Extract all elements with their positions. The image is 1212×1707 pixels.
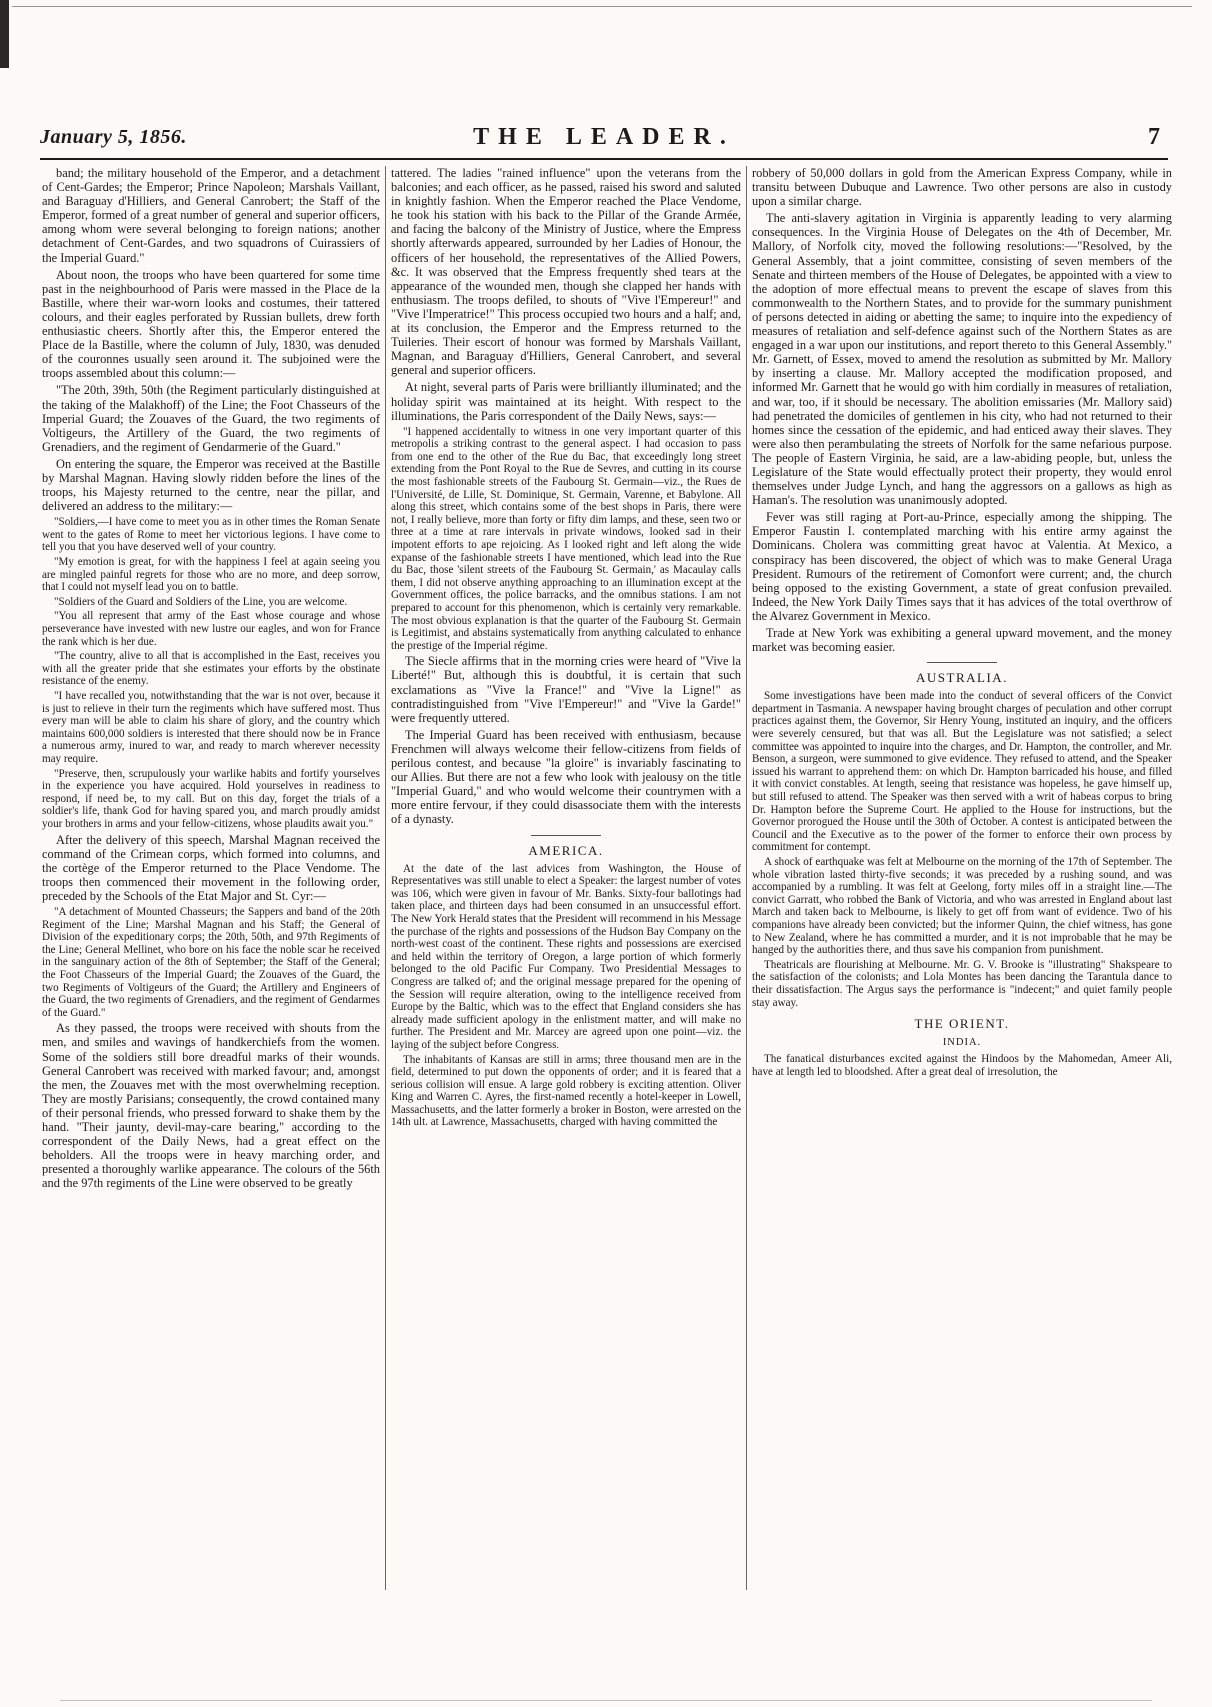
column-1 <box>42 166 380 1590</box>
paragraph: Fever was still raging at Port-au-Prince, especially among the shipping. The Emperor Faustin I. contemplated marching with his entire army against the Dominicans. Cholera was committing great havoc at Valentia. At Mexico, a conspiracy has been discovered, the object of which was to make General Uraga President. Rumours of the retirement of Comonfort were current; and, the church being opposed to the existing Government, a state of great confusion prevailed. Indeed, the New York Daily Times says that it has advices of the total overthrow of the Alvarez Government in Mexico. <box>752 510 1172 623</box>
section-heading: AUSTRALIA. <box>916 670 1008 686</box>
section-heading: AMERICA. <box>528 842 604 858</box>
paragraph: Trade at New York was exhibiting a general upward movement, and the money market was becoming easier. <box>752 626 1172 655</box>
paragraph: About noon, the troops who have been quartered for some time past in the neighbourhood of Paris were massed in the Place de la Bastille, where their war-worn looks and costumes, their tattered colours, and their eagles perforated by Russian bullets, drew forth enthusiastic cheers. Shortly after this, the Emperor entered the Place de la Bastille, where the column of July, 1830, was denuded of the couronnes usually seen around it. The subjoined were the troops assembled about this column:— <box>42 267 380 381</box>
paragraph: "The 20th, 39th, 50th (the Regiment particularly distinguished at the taking of the Malakhoff) of the Line; the Foot Chasseurs of the Imperial Guard; the Zouaves of the Guard, the two regiments of Voltigeurs, the Artillery of the Guard, the two regiments of Grenadiers, and the regiment of Gendarmerie of the Guard." <box>42 383 380 454</box>
small-paragraph: Theatricals are flourishing at Melbourne. Mr. G. V. Brooke is "illustrating" Shakspeare to the satisfaction of the colonists; and Lola Montes has been dancing the Tarantula dance to their dissatisfaction. The Argus says the performance is "indecent;" and quiet family people stay away. <box>752 958 1172 1009</box>
section-subheading: INDIA. <box>942 1037 982 1049</box>
column-divider-1 <box>385 166 386 1590</box>
paragraph: As they passed, the troops were received with shouts from the men, and smiles and wavings of handkerchiefs from the women. Some of the soldiers still bore dreadful marks of their wounds. General Canrobert was received with marked favour; and, amongst the men, the Zouaves met with the most overwhelming reception. They are mostly Parisians; consequently, the crowd contained many of their personal friends, who pressed forward to shake them by the hand. "Their jaunty, devil-may-care bearing," according to the correspondent of the Daily News, had a great effect on the beholders. All the troops were in heavy marching order, and presented a thoroughly warlike appearance. The colours of the 56th and the 97th regiments of the Line were observed to be greatly <box>42 1021 380 1191</box>
paragraph: The anti-slavery agitation in Virginia is apparently leading to very alarming consequences. In the Virginia House of Delegates on the 4th of December, Mr. Mallory, of Norfolk city, moved the following resolutions:—"Resolved, by the General Assembly, that a joint committee, consisting of seven members of the Senate and thirteen members of the House of Delegates, be appointed with a view to the adoption of more effectual means to prevent the escape of slaves from this commonwealth to the Northern States, and to provide for the summary punishment of persons detected in aiding or abetting the same; to inquire into the expediency of measures of retaliation and self-defence against such of the Northern States as are engaged in a war upon our institutions, and report thereto to this General Assembly." Mr. Garnett, of Essex, moved to amend the resolution as submitted by Mr. Mallory by inserting a clause. Mr. Mallory accepted the modification proposed, and informed Mr. Garnett that he would go with him cordially in measures of retaliation, and war, too, if it should be necessary. The abolition emissaries (Mr. Mallory said) had penetrated the domiciles of gentlemen in his city, who had not returned to their homes since the cessation of the epidemic, and had enticed away their slaves. They were also then perambulating the streets of Norfolk for the same nefarious purpose. The people of Eastern Virginia, he said, are a law-abiding people, but, unless the Legislature of the State would effectually protect their property, they would enrol themselves under Judge Lynch, and hang the aggressors on a gallows as high as Haman's. The resolution was unanimously adopted. <box>752 211 1172 508</box>
section-rule <box>531 835 601 836</box>
column-3 <box>752 166 1172 1590</box>
page-header <box>40 124 1168 152</box>
continued-paragraph: tattered. The ladies "rained influence" upon the veterans from the balconies; and each officer, as he passed, raised his sword and saluted in knightly fashion. When the Emperor reached the Place Vendome, he took his station with his back to the Pillar of the Grande Armée, and facing the balcony of the Ministry of Justice, where the Empress shortly afterwards appeared, surrounded by her Ladies of Honour, the officers of her household, the representatives of the Allied Powers, &c. It was observed that the Empress frequently shed tears at the appearance of the wounded men, though she clapped her hands with enthusiasm. The troops defiled, to shouts of "Vive l'Empereur!" and "Vive l'Imperatrice!" This process occupied two hours and a half; and, at its conclusion, the Emperor and the Empress returned to the Tuileries. Their escort of honour was formed by Marshals Vaillant, Magnan, and Baraguay d'Hilliers, General Canrobert, and several general and superior officers. <box>391 166 741 378</box>
header-rule <box>40 158 1168 160</box>
small-paragraph: "I have recalled you, notwithstanding that the war is not over, because it is just to relieve in their turn the regiments which have suffered most. Thus every man will be able to claim his share of glory, and the country which maintains 600,000 soldiers is interested that there should now be in France a numerous army, inured to war, and ready to march wherever necessity may require. <box>42 689 380 765</box>
small-paragraph: "Soldiers of the Guard and Soldiers of the Line, you are welcome. <box>54 595 348 608</box>
small-paragraph: Some investigations have been made into the conduct of several officers of the Convict department in Tasmania. A newspaper having brought charges of peculation and other corrupt practices against them, the Governor, Sir Henry Young, instituted an inquiry, and the officers were severely censured, but that was all. But the Legislature was not satisfied; a select committee was appointed to inquire into the charges, and Dr. Hampton, the controller, and Mr. Benson, a surgeon, were summoned to give evidence. They refused to attend, and the Speaker issued his warrant to apprehend them: on which Dr. Hampton barricaded his house, and filled it with convict constables. At length, seeing that resistance was hopeless, he gave himself up, but still refused to attend. The Speaker was then served with a writ of habeas corpus to bring Dr. Hampton before the Supreme Court. He applied to the House for instructions, but the Governor prorogued the House until the 30th of October. A contest is anticipated between the Council and the Executive as to the power of the former to enforce their own process by commitment for contempt. <box>752 690 1172 854</box>
paragraph: After the delivery of this speech, Marshal Magnan received the command of the Crimean corps, which formed into columns, and the cortège of the Emperor returned to the Place Vendome. The troops then commenced their movement in the following order, preceded by the Schools of the Etat Major and St. Cyr:— <box>42 832 380 903</box>
small-paragraph: "My emotion is great, for with the happiness I feel at again seeing you are mingled painful regrets for those who are no more, and deep sorrow, that I could not myself lead you on to battle. <box>42 556 380 594</box>
column-divider-2 <box>746 166 747 1590</box>
section-rule <box>927 662 997 663</box>
section-heading: THE ORIENT. <box>914 1016 1010 1032</box>
paragraph: band; the military household of the Emperor, and a detachment of Cent-Gardes; the Emperor; Prince Napoleon; Marshals Vaillant, and Baraguay d'Hilliers, and General Canrobert; the Staff of the Emperor, formed of a great number of general and superior officers, among whom were several belonging to foreign nations; another detachment of Cent-Gardes, and two squadrons of Cuirassiers of the Imperial Guard." <box>42 166 380 265</box>
issue-date: January 5, 1856. <box>40 126 187 148</box>
bottom-edge-line <box>60 1700 1152 1701</box>
continued-paragraph: robbery of 50,000 dollars in gold from the American Express Company, while in transitu between Dubuque and Lawrence. Two other persons are also in custody upon a similar charge. <box>752 166 1172 209</box>
top-edge-line <box>12 6 1192 7</box>
small-paragraph: "I happened accidentally to witness in one very important quarter of this metropolis a striking contrast to the general aspect. I had occasion to pass from one end to the other of the Rue du Bac, that exceedingly long street extending from the Pont Royal to the Rue de Sevres, and cutting in its course the most fashionable streets of the Faubourg St. Germain—viz., the Rues de l'Université, de Lille, St. Dominique, St. Germain, Varenne, et Babylone. All along this street, which contains some of the best shops in Paris, there were not, I really believe, more than forty or fifty dim lamps, and these, seen two or three at a time at rare intervals in private windows, looked sad in their impotent efforts to ape rejoicing. As I looked right and left along the wide expanse of the fashionable streets I have mentioned, which lead into the Rue du Bac, those 'silent streets of the Faubourg St. Germain,' as Macaulay calls them, I did not observe anything approaching to an illumination except at the Government offices, the police barracks, and the omnibus stations. I am not prepared to account for this phenomenon, which is certainly very remarkable. The most obvious explanation is that the quarter of the Faubourg St. Germain is Legitimist, and abstains systematically from anything calculated to enhance the prestige of the Imperial régime. <box>391 425 741 652</box>
page-number: 7 <box>1148 124 1160 150</box>
small-paragraph: "The country, alive to all that is accomplished in the East, receives you with all the greater pride that she estimates your efforts by the obstinate resistance of the enemy. <box>42 650 380 688</box>
small-paragraph: "Soldiers,—I have come to meet you as in other times the Roman Senate went to the gates of Rome to meet her victorious legions. I have come to tell you that you have deserved well of your country. <box>42 516 380 554</box>
paragraph: The Siecle affirms that in the morning cries were heard of "Vive la Liberté!" But, although this is doubtful, it is certain that such exclamations as "Vive la France!" and "Vive la Ligne!" as contradistinguished from "Vive l'Empereur!" and "Vive la Garde!" were frequently uttered. <box>391 654 741 725</box>
small-paragraph: "You all represent that army of the East whose courage and whose perseverance have invested with new lustre our eagles, and won for France the rank which is her due. <box>42 610 380 648</box>
scan-edge-mark <box>0 0 9 68</box>
small-paragraph: "A detachment of Mounted Chasseurs; the Sappers and band of the 20th Regiment of the Line; Marshal Magnan and his Staff; the General of Division of the expeditionary corps; the 20th, 50th, and 97th Regiments of the Line; General Mellinet, who bore on his face the noble scar he received in the sanguinary action of the 8th of September; the Staff of the General; the Foot Chasseurs of the Imperial Guard; the Zouaves of the Guard, the two Regiments of Voltigeurs of the Guard; the Artillery and Engineers of the Guard, the two regiments of Grenadiers, and the regiment of Gendarmes of the Guard." <box>42 905 380 1019</box>
small-paragraph: "Preserve, then, scrupulously your warlike habits and fortify yourselves in the experience you have acquired. Hold yourselves in readiness to respond, if need be, to my call. But on this day, forget the trials of a soldier's life, thank God for having spared you, and march proudly amidst your brothers in arms and your fellow-citizens, whose plaudits await you." <box>42 767 380 830</box>
small-paragraph: At the date of the last advices from Washington, the House of Representatives was still unable to elect a Speaker: the largest number of votes was 106, which were given in favour of Mr. Banks. Sixty-four ballotings had taken place, and thirteen days had been consumed in an unsuccessful effort. The New York Herald states that the President will recommend in his Message the purchase of the rights and possessions of the Hudson Bay Company on the north-west coast of the continent. These rights and possessions are exercised and held within the territory of Oregon, a large portion of which formerly belonged to the old Pacific Fur Company. Two Presidential Messages to Congress are talked of; and the original message prepared for the opening of the Session will require alteration, owing to the intelligence received from Europe by the Baltic, which was to the effect that England considers she has already made sufficient apology in the enlistment matter, and will make no further. The President and Mr. Marcey are agreed upon one point—viz. the laying of the subject before Congress. <box>391 862 741 1051</box>
small-paragraph: The fanatical disturbances excited against the Hindoos by the Mahomedan, Ameer Ali, have at length led to bloodshed. After a great deal of irresolution, the <box>752 1053 1172 1078</box>
paragraph: The Imperial Guard has been received with enthusiasm, because Frenchmen will always welcome their fellow-citizens from fields of perilous contest, and because "la gloire" is invariably fascinating to our Allies. But there are not a few who look with jealousy on the title "Imperial Guard," and who would welcome their countrymen with a more entire fervour, if they could disassociate them with the interests of a dynasty. <box>391 727 741 827</box>
paragraph: At night, several parts of Paris were brilliantly illuminated; and the holiday spirit was maintained at its height. With respect to the illuminations, the Paris correspondent of the Daily News, says:— <box>391 380 741 423</box>
column-2 <box>391 166 741 1590</box>
newspaper-title: THE LEADER. <box>473 124 735 150</box>
small-paragraph: The inhabitants of Kansas are still in arms; three thousand men are in the field, determined to put down the opponents of order; and it is feared that a serious collision will ensue. A large gold robbery is exciting attention. Oliver King and Warren C. Ayres, the first-named recently a hotel-keeper in Lowell, Massachusetts, and the latter formerly a broker in Boston, were arrested on the 14th ult. at Lawrence, Massachusetts, charged with having committed the <box>391 1053 741 1129</box>
small-paragraph: A shock of earthquake was felt at Melbourne on the morning of the 17th of September. The whole vibration lasted thirty-five seconds; it was preceded by a rushing sound, and was accompanied by a rumbling. It was felt at Geelong, forty miles off in a straight line.—The convict Garratt, who robbed the Bank of Victoria, and who was arrested in England about last March and taken back to Melbourne, is likely to get off from want of evidence. Two of his companions have already been convicted; but the informer Quinn, the chief witness, has gone to New Zealand, where he has committed a murder, and it is not improbable that he may be hanged by the authorities there, and thus save his companion from punishment. <box>752 856 1172 957</box>
paragraph: On entering the square, the Emperor was received at the Bastille by Marshal Magnan. Having slowly ridden before the lines of the troops, his Majesty returned to the centre, near the pillar, and delivered an address to the military:— <box>42 456 380 514</box>
